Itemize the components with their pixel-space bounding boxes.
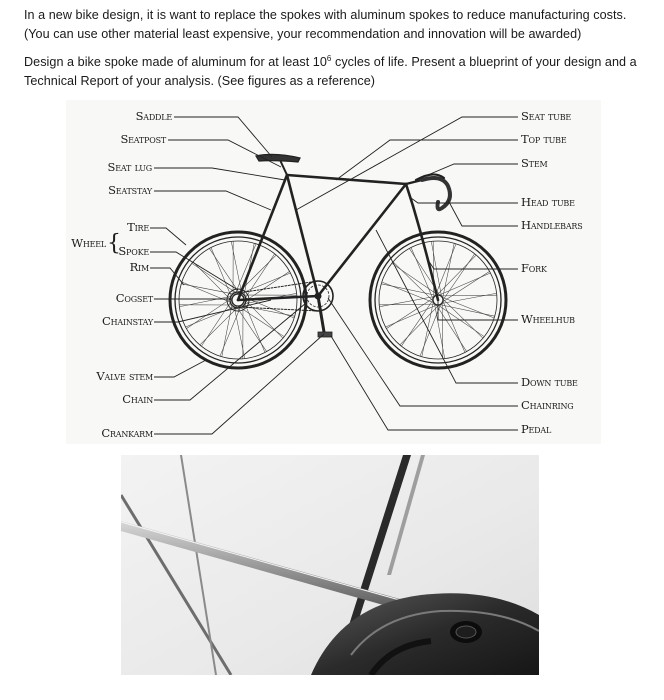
- wheel-spoke: [443, 299, 483, 338]
- label-down-tube: Down tube: [521, 375, 578, 389]
- wheel-spoke: [393, 262, 433, 301]
- wheel-spoke: [411, 248, 433, 300]
- label-spoke: Spoke: [118, 244, 149, 258]
- cycles-exponent: 6: [326, 54, 332, 63]
- wheel-spoke: [442, 303, 443, 359]
- wheel-spoke: [441, 295, 497, 296]
- wheel-spoke: [439, 273, 491, 295]
- wheel-spoke: [440, 305, 495, 317]
- wheel-spoke: [382, 282, 434, 303]
- label-stem: Stem: [521, 156, 548, 170]
- paragraph-2-start: Design a bike spoke made of aluminum for at least 10: [24, 55, 327, 69]
- label-pedal: Pedal: [521, 422, 552, 436]
- wheel-spoke: [442, 293, 497, 303]
- wheel-spoke: [443, 254, 475, 300]
- wheel-spoke: [435, 244, 456, 296]
- wheel-spoke: [386, 305, 438, 327]
- label-wheel: Wheel: [71, 236, 106, 250]
- label-wheelhub: Wheelhub: [521, 312, 575, 326]
- label-top-tube: Top tube: [521, 132, 567, 146]
- wheel-spoke: [442, 297, 494, 318]
- wheel-spoke: [192, 263, 238, 294]
- label-seatstay: Seatstay: [108, 183, 152, 197]
- wheel-spoke: [379, 296, 434, 306]
- label-valve-stem: Valve stem: [96, 369, 153, 383]
- label-head-tube: Head tube: [521, 195, 575, 209]
- assignment-paragraph-1: In a new bike design, it is want to replace the spokes with aluminum spokes to reduce manufacturing costs. (You can use other material least expensive, your recommendation and innovation will be awarded): [24, 8, 627, 41]
- wheel-spoke: [436, 305, 467, 352]
- wheel-spoke: [438, 305, 484, 337]
- label-fork: Fork: [521, 261, 547, 275]
- spoke-photo-drawing: [121, 455, 539, 675]
- label-chainstay: Chainstay: [101, 314, 153, 328]
- wheel-spoke: [443, 271, 490, 302]
- wheel-spoke: [434, 304, 444, 359]
- label-chainring: Chainring: [521, 398, 574, 412]
- wheel-spoke: [381, 284, 436, 296]
- wheel-spoke: [379, 304, 435, 305]
- label-tire: Tire: [127, 220, 149, 234]
- label-saddle: Saddle: [135, 109, 172, 123]
- wheel-spoke: [443, 243, 455, 298]
- wheel-brace: {: [107, 231, 121, 256]
- wheel-spoke: [386, 298, 433, 329]
- label-seat-lug: Seat lug: [107, 160, 152, 174]
- bicycle-parts-diagram: [66, 100, 601, 444]
- wheel-spoke: [186, 298, 232, 329]
- wheel-spoke: [443, 301, 465, 353]
- wheel-spoke: [201, 300, 232, 346]
- wheel-spoke: [236, 306, 267, 352]
- label-chain: Chain: [122, 392, 153, 406]
- spoke-closeup-photo: [121, 455, 539, 675]
- assignment-paragraph-2: [24, 53, 644, 91]
- paragraph-2-end: cycles of life. Present a blueprint of your design and a Technical Report of your analysis. (See figures as a reference): [24, 55, 637, 88]
- wheel-spoke: [437, 255, 476, 295]
- label-crankarm: Crankarm: [101, 426, 153, 440]
- label-handlebars: Handlebars: [521, 218, 583, 232]
- label-seat-tube: Seat tube: [521, 109, 572, 123]
- wheel-spoke: [209, 248, 240, 294]
- label-rim: Rim: [129, 260, 149, 274]
- label-seatpost: Seatpost: [120, 132, 166, 146]
- label-cogset: Cogset: [115, 291, 153, 305]
- wheel-spoke: [401, 300, 433, 346]
